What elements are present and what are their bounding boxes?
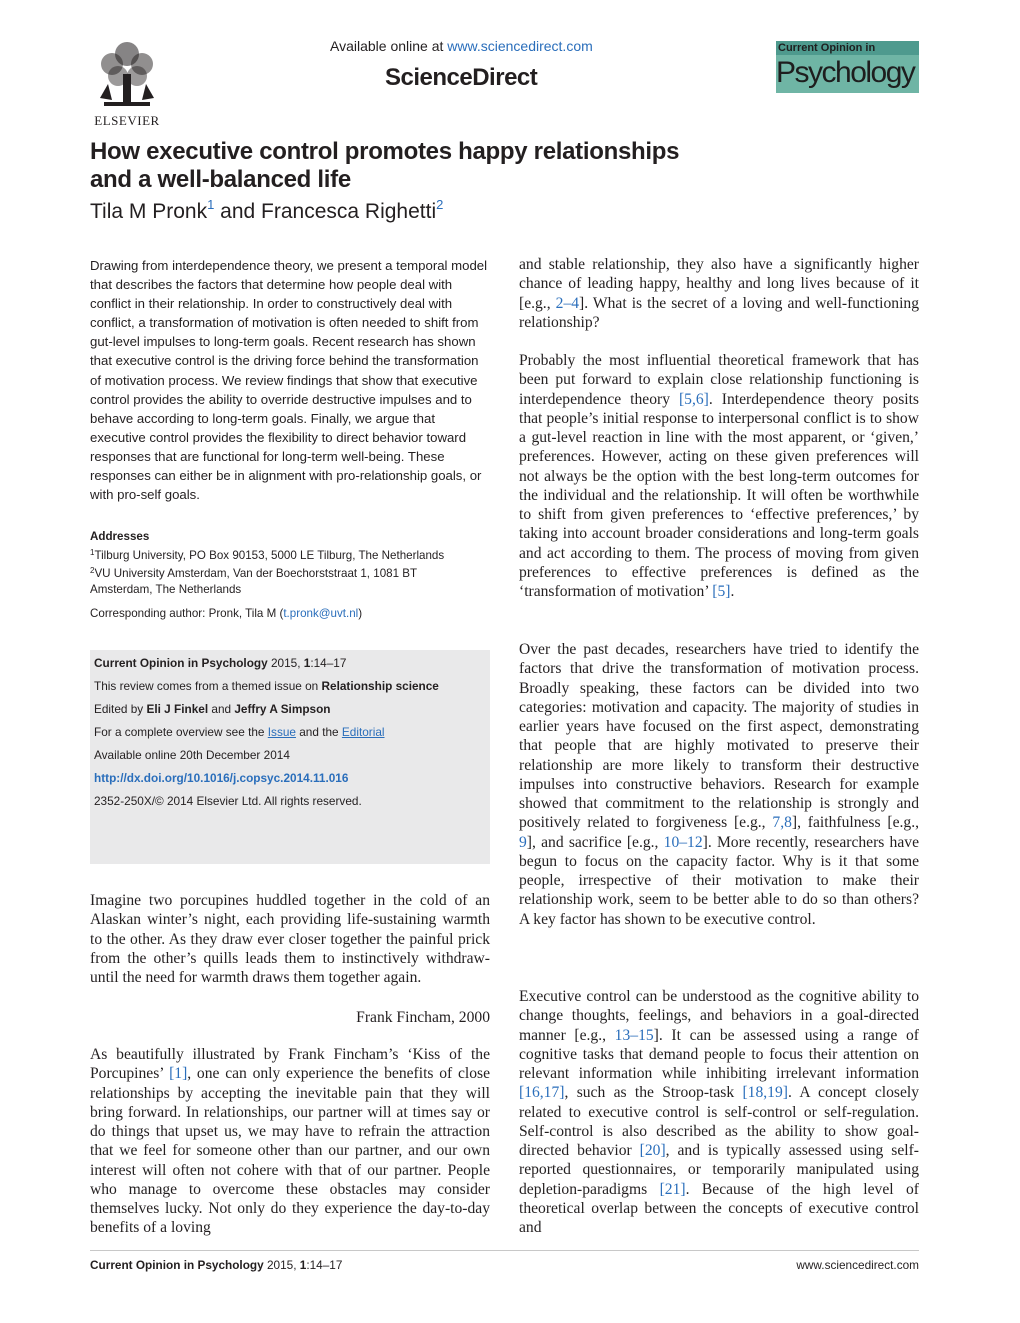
journal-logo [776,41,919,93]
infobox-editors [94,702,331,716]
infobox-citation [94,656,346,670]
infobox-overview [94,725,385,739]
abstract: Drawing from interdependence theory, we present a temporal model that describes the factors that determine how people deal with conflict in their relationship. In order to constructively deal with conflict, a transformation of motivation is often needed to shift from gut-level impulses to long-term goals. Recent research has shown that executive control is the driving force behind the transformation of motivation process. We review findings that show that executive control provides the ability to override destructive impulses and to behave according to long-term goals. Finally, we argue that executive control provides the flexibility to direct behavior toward responses that are functional for long-term well-being. These responses can either be in alignment with pro-relationship goals, or with pro-self goals. [90,258,488,503]
infobox-editor-2: Jeffry A Simpson [234,702,331,716]
doi-link[interactable]: http://dx.doi.org/10.1016/j.copsyc.2014.11.016 [94,771,349,785]
p3-text-d: ]. More recently, researchers have begun to focus on the capacity factor. Why is it that some people, irrespective of their motivation to make their relationship work, seem to be better able to do so than others? A key factor has shown to be executive control. [519,833,919,928]
epigraph-attribution: Frank Fincham, 2000 [356,1009,490,1026]
epigraph: Imagine two porcupines huddled together in the cold of an Alaskan winter’s night, each providing life-sustaining warmth to the other. As they draw ever closer together the painful prick from the other’s quills leads them to instinctively withdraw-until the need for warmth draws them together again. [90,892,490,986]
infobox-available: Available online 20th December 2014 [94,748,290,762]
footer-journal: Current Opinion in Psychology [90,1258,264,1272]
sciencedirect-link[interactable]: www.sciencedirect.com [447,38,593,54]
footer-citation [90,1258,342,1272]
reference-link[interactable]: [21] [659,1180,686,1198]
infobox-edited-prefix: Edited by [94,702,147,716]
address-1-sup: 1 [90,547,95,557]
corresponding-prefix: Corresponding author: Pronk, Tila M ( [90,607,284,620]
intro-text-b: , one can only experience the benefits of close relationships by accepting the inevitable pain that they will bring forward. In relationships, our partner will at times say or do things that upset us, we may have to refrain the attraction that we feel for someone other than our partner, and our own interest will often not cohere with that of our partner. People who manage to overcome these obstacles may consider themselves lucky. Not only do they experience the day-to-day benefits of a loving [90,1065,491,1237]
address-1 [90,545,490,564]
address-1-text: Tilburg University, PO Box 90153, 5000 LE Tilburg, The Netherlands [94,548,445,562]
reference-link[interactable]: [18,19] [742,1084,788,1102]
reference-link[interactable]: [16,17] [519,1084,565,1102]
p4-text-f: . Because of the high level of theoretical overlap between the concepts of executive control and [519,1180,919,1236]
footer-divider [90,1250,919,1251]
infobox-volume: 1 [303,656,311,670]
p3-text-a: Over the past decades, researchers have tried to identify the factors that drive the transformation of motivation process. Broadly speaking, these factors can be divided into two categories: motivation and capacity. The majority of studies in earlier years have focused on the first aspect, demonstrating that people that are highly motivated to preserve their relationship are more likely to transform their destructive impulses into constructive behaviors. Research for example showed that commitment to the relationship is strongly and positively related to forgiveness [e.g., [519,641,919,832]
address-2-line-1: VU University Amsterdam, Van der Boechorststraat 1, 1081 BT [94,567,418,580]
infobox-journal: Current Opinion in Psychology [94,656,268,670]
infobox-theme-name: Relationship science [321,679,439,693]
infobox-overview-prefix: For a complete overview see the [94,725,268,739]
infobox-editor-1: Eli J Finkel [146,702,209,716]
p2-text-b: . Interdependence theory posits that people’s initial response to interpersonal conflict is to show a gut-level reaction in line with the most apparent, or ‘given,’ preferences. However, acting on these given preferences will not always be the option with the best long-term outcomes for the individual and the relationship. It will often be worthwhile to shift from given preferences to ‘effective preferences,’ by taking into account broader considerations and long-term goals and act according to them. The process of moving from given preferences to effective preferences is defined as the ‘transformation of motivation’ [519,390,919,600]
p4-text-d: . A concept closely related to executive control is self-control or self-regulation. Self-control is also described as the ability to show goal-directed behavior [519,1084,920,1159]
body-paragraph-2 [519,351,919,601]
author-2: Francesca Righetti [261,200,437,223]
available-online [330,38,593,54]
reference-link[interactable]: [5] [712,583,731,600]
p2-text-a: Probably the most influential theoretical framework that has been put forward to explain close relationship functioning is interdependence theory [519,352,919,408]
infobox-copyright: 2352-250X/© 2014 Elsevier Ltd. All rights reserved. [94,794,362,808]
author-2-affiliation[interactable]: 2 [436,197,444,212]
p3-text-c: ], and sacrifice [e.g., [526,833,664,851]
publisher-name: ELSEVIER [94,113,160,128]
p1-text-a: and stable relationship, they also have a significantly higher chance of leading happy, healthy and long lives because of it [e.g., [519,256,919,312]
available-prefix: Available online at [330,38,448,54]
footer-year: 2015, [263,1258,300,1272]
body-paragraph-1 [519,255,919,332]
infobox-theme [94,679,439,693]
addresses [90,529,490,597]
p4-text-e: , and is typically assessed using self-reported questionnaires, or temporarily manipulated using depletion-paradigms [519,1142,919,1198]
infobox-pages: :14–17 [310,656,347,670]
p3-text-b: ], faithfulness [e.g., [791,814,919,832]
address-2-line-2: Amsterdam, The Netherlands [90,582,242,596]
corresponding-email[interactable]: t.pronk@uvt.nl [283,607,359,620]
p1-text-b: ]. What is the secret of a loving and well-functioning relationship? [519,294,919,331]
issue-link[interactable]: Issue [267,725,296,739]
article-title [90,138,810,194]
author-1-affiliation[interactable]: 1 [207,197,215,212]
p4-text-a: Executive control can be understood as the cognitive ability to change thoughts, feelings, and behaviors in a goal-directed manner [e.g., [519,988,919,1044]
title-line-2: and a well-balanced life [90,166,351,193]
reference-link[interactable]: [20] [639,1142,666,1159]
reference-link[interactable]: [1] [169,1065,188,1083]
intro-text-a: As beautifully illustrated by Frank Fincham’s ‘Kiss of the Porcupines’ [90,1046,490,1083]
reference-link[interactable]: 13–15 [614,1026,654,1044]
intro-paragraph [90,1045,490,1238]
p4-text-c: , such as the Stroop-task [564,1084,743,1102]
authors [90,197,443,224]
reference-link[interactable]: 2–4 [555,294,580,312]
p4-text-b: ]. It can be assessed using a range of cognitive tasks that demand people to focus their attention on relevant information while inhibiting irrelevant information [519,1026,919,1082]
author-1: Tila M Pronk [90,200,208,223]
journal-logo-top: Current Opinion in [776,41,919,55]
journal-logo-bottom: Psychology [776,55,919,93]
corresponding-author [90,607,362,620]
infobox-editor-join: and [208,702,235,716]
footer-url[interactable]: www.sciencedirect.com [796,1258,919,1272]
footer-pages: :14–17 [306,1258,343,1272]
p2-text-c: . [730,583,735,600]
address-2 [90,563,490,582]
body-paragraph-3 [519,640,919,929]
editorial-link[interactable]: Editorial [341,725,385,739]
footer-volume: 1 [299,1258,307,1272]
elsevier-tree-icon [94,40,160,112]
platform-name: ScienceDirect [385,64,538,91]
reference-link[interactable]: [5,6] [678,390,709,408]
infobox-theme-prefix: This review comes from a themed issue on [94,679,322,693]
reference-link[interactable]: 10–12 [663,833,703,851]
reference-link[interactable]: 7,8 [772,814,792,832]
address-2-sup: 2 [90,566,95,575]
infobox-overview-mid: and the [295,725,342,739]
addresses-heading: Addresses [90,530,150,543]
reference-link[interactable]: 9 [519,833,527,851]
author-join: and [214,200,262,223]
infobox-year: 2015, [267,656,304,670]
corresponding-suffix: ) [358,607,363,620]
title-line-1: How executive control promotes happy relationships [90,138,680,165]
article-info-box [90,650,490,864]
body-paragraph-4 [519,987,919,1237]
elsevier-logo [90,40,164,130]
